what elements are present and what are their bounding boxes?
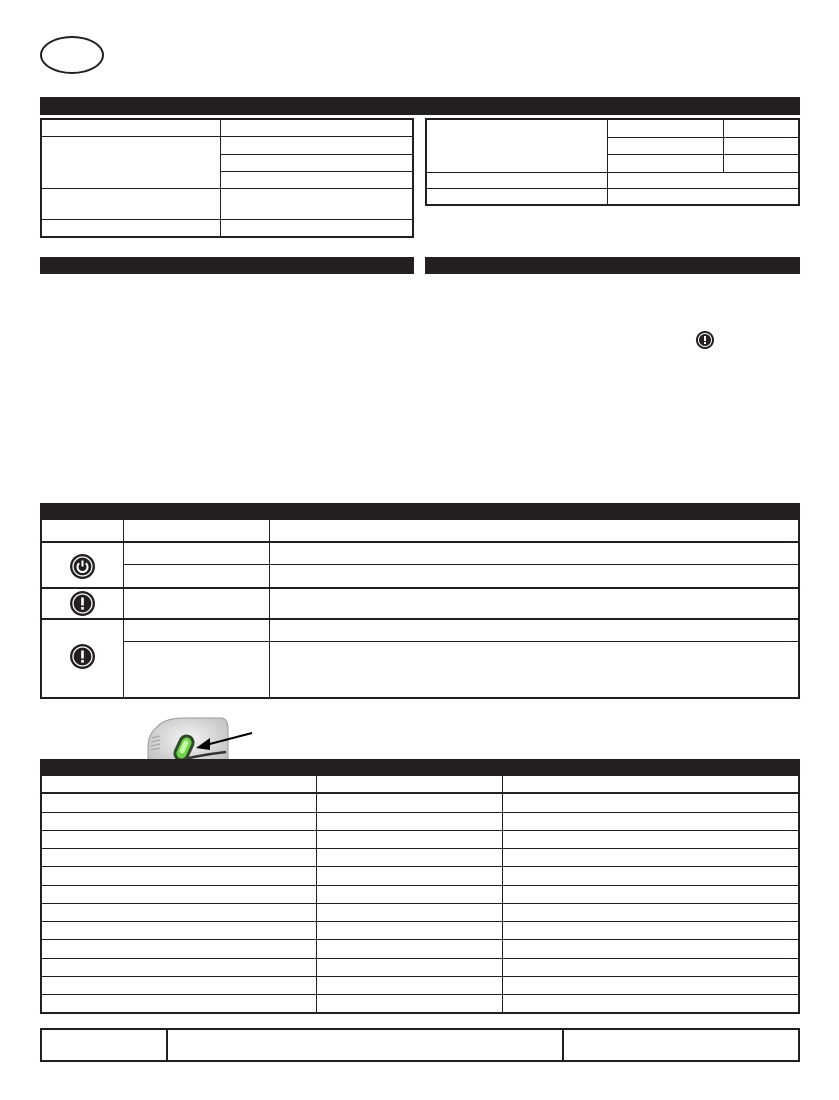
- data-table: [40, 775, 800, 1014]
- exclamation-icon: [70, 644, 95, 669]
- specs-table-left: [40, 118, 414, 238]
- specs-header-bar: [40, 97, 800, 115]
- footer-table: [40, 1028, 800, 1062]
- indicator-table: [40, 519, 800, 699]
- section-right-bar: [425, 257, 800, 274]
- data-table-header-bar: [40, 759, 800, 776]
- language-badge: [40, 36, 104, 74]
- power-icon: [70, 554, 95, 579]
- specs-table-right: [425, 118, 800, 206]
- inline-exclamation-icon: [696, 331, 714, 349]
- indicator-header-bar: [40, 503, 800, 520]
- exclamation-icon: [70, 591, 95, 616]
- section-left-bar: [40, 257, 414, 274]
